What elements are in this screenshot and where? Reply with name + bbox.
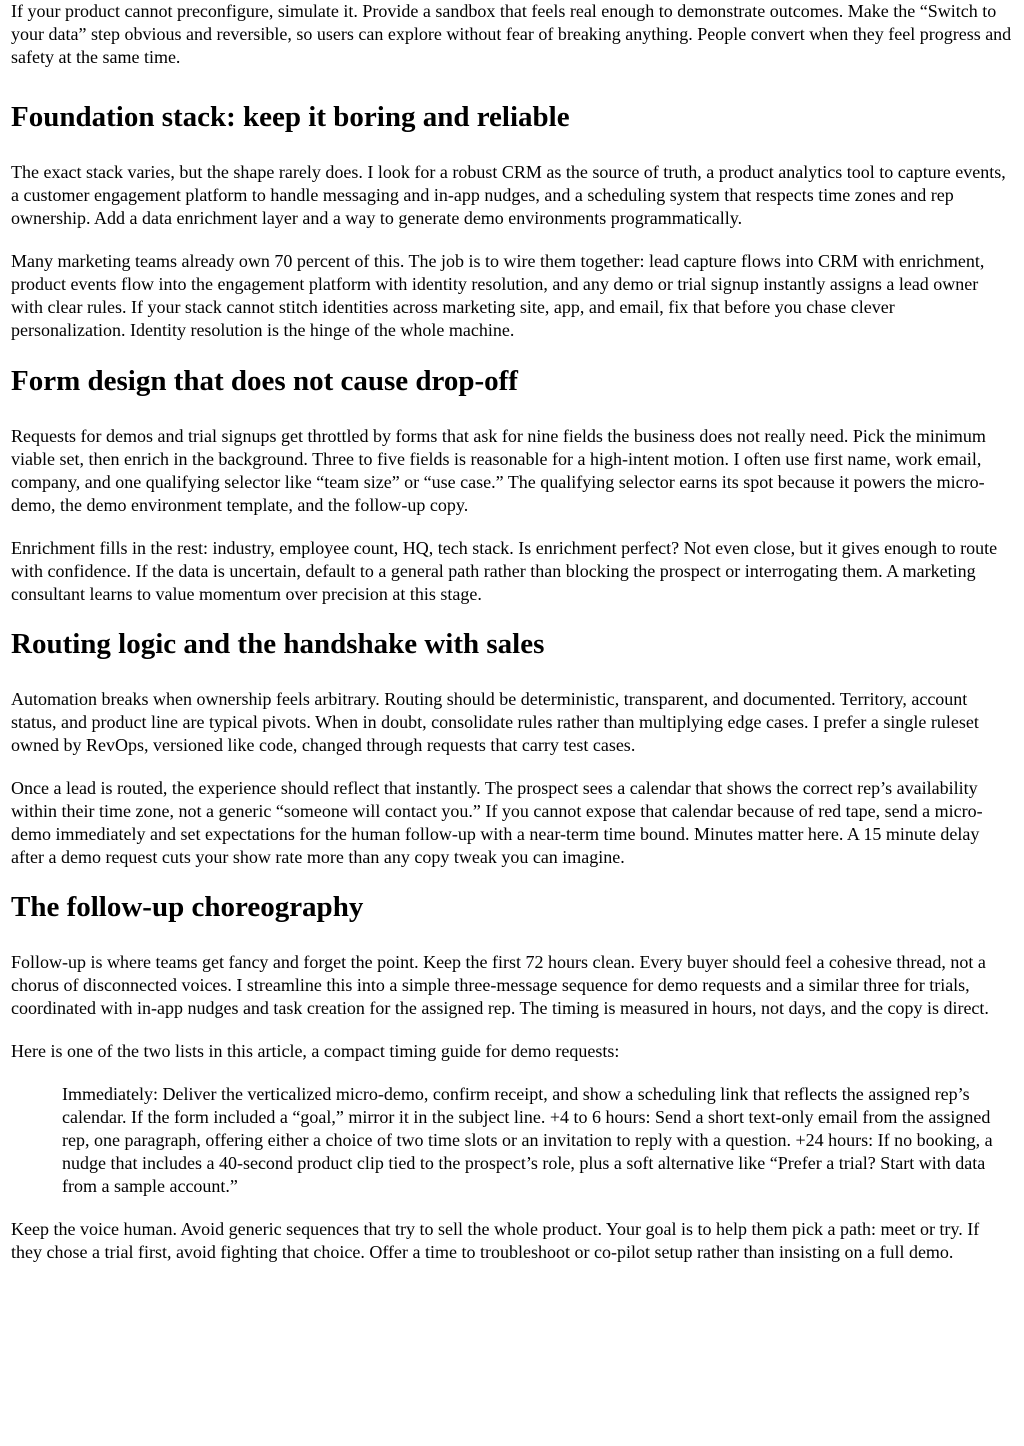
foundation-paragraph-2: Many marketing teams already own 70 percent of this. The job is to wire them together: lead capture flows into CRM with enrichment, product events flow into the engagement platform with identity resolution, and any demo or trial signup instantly assigns a lead owner with clear rules. If your stack cannot stitch identities across marketing site, app, and email, fix that before you chase clever personalization. Identity resolution is the hinge of the whole machine. bbox=[11, 251, 985, 340]
form-paragraph-2: Enrichment fills in the rest: industry, employee count, HQ, tech stack. Is enrichment perfect? Not even close, but it gives enough to route with confidence. If the data is uncertain, default to a general path rather than blocking the prospect or interrogating them. A marketing consultant learns to value momentum over precision at this stage. bbox=[11, 538, 998, 604]
heading-foundation-stack: Foundation stack: keep it boring and reliable bbox=[11, 101, 570, 133]
heading-form-design: Form design that does not cause drop-off bbox=[11, 365, 518, 397]
follow-up-paragraph-2: Here is one of the two lists in this article, a compact timing guide for demo requests: bbox=[11, 1041, 620, 1061]
routing-paragraph-2: Once a lead is routed, the experience should reflect that instantly. The prospect sees a calendar that shows the correct rep’s availability within their time zone, not a generic “someone will contact you.” If you cannot expose that calendar because of red tape, send a micro-demo immediately and set expectations for the human follow-up with a near-term time bound. Minutes matter here. A 15 minute delay after a demo request cuts your show rate more than any copy tweak you can imagine. bbox=[11, 778, 983, 867]
follow-up-closing-paragraph: Keep the voice human. Avoid generic sequences that try to sell the whole product. Your goal is to help them pick a path: meet or try. If they chose a trial first, avoid fighting that choice. Offer a time to troubleshoot or co-pilot setup rather than insisting on a full demo. bbox=[11, 1219, 980, 1262]
heading-follow-up: The follow-up choreography bbox=[11, 891, 364, 923]
intro-paragraph: If your product cannot preconfigure, simulate it. Provide a sandbox that feels real enough to demonstrate outcomes. Make the “Switch to your data” step obvious and reversible, so users can explore without fear of breaking anything. People convert when they feel progress and safety at the same time. bbox=[11, 1, 1012, 67]
timing-guide-blockquote: Immediately: Deliver the verticalized micro-demo, confirm receipt, and show a scheduling link that reflects the assigned rep’s calendar. If the form included a “goal,” mirror it in the subject line. +4 to 6 hours: Send a short text-only email from the assigned rep, one paragraph, offering either a choice of two time slots or an invitation to reply with a question. +24 hours: If no booking, a nudge that includes a 40-second product clip tied to the prospect’s role, plus a soft alternative like “Prefer a trial? Start with data from a sample account.” bbox=[62, 1084, 993, 1196]
routing-paragraph-1: Automation breaks when ownership feels arbitrary. Routing should be deterministic, transparent, and documented. Territory, account status, and product line are typical pivots. When in doubt, consolidate rules rather than multiplying edge cases. I prefer a single ruleset owned by RevOps, versioned like code, changed through requests that carry test cases. bbox=[11, 689, 979, 755]
form-paragraph-1: Requests for demos and trial signups get throttled by forms that ask for nine fields the business does not really need. Pick the minimum viable set, then enrich in the background. Three to five fields is reasonable for a high-intent motion. I often use first name, work email, company, and one qualifying selector like “team size” or “use case.” The qualifying selector earns its spot because it powers the micro-demo, the demo environment template, and the follow-up copy. bbox=[11, 426, 986, 515]
heading-routing-logic: Routing logic and the handshake with sales bbox=[11, 628, 545, 660]
foundation-paragraph-1: The exact stack varies, but the shape rarely does. I look for a robust CRM as the source of truth, a product analytics tool to capture events, a customer engagement platform to handle messaging and in-app nudges, and a scheduling system that respects time zones and rep ownership. Add a data enrichment layer and a way to generate demo environments programmatically. bbox=[11, 162, 1006, 228]
follow-up-paragraph-1: Follow-up is where teams get fancy and forget the point. Keep the first 72 hours clean. Every buyer should feel a cohesive thread, not a chorus of disconnected voices. I streamline this into a simple three-message sequence for demo requests and a similar three for trials, coordinated with in-app nudges and task creation for the assigned rep. The timing is measured in hours, not days, and the copy is direct. bbox=[11, 952, 989, 1018]
